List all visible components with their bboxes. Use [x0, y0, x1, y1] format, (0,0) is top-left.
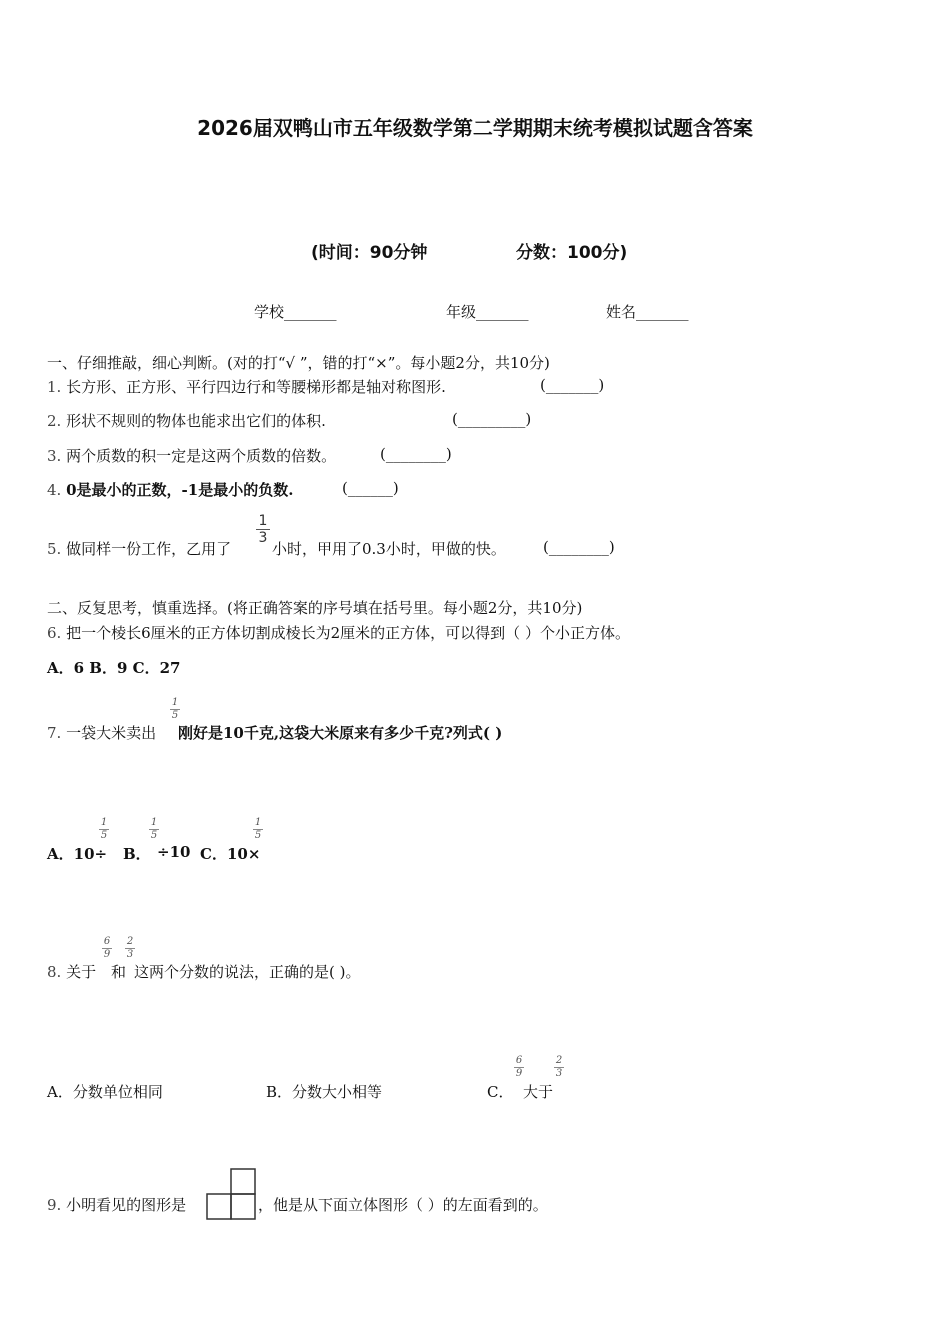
answer-blank-2[interactable]: (_________)	[452, 410, 532, 428]
question-3	[47, 445, 336, 466]
fraction-denominator: 5	[171, 710, 179, 721]
question-text: 形状不规则的物体也能求出它们的体积.	[66, 412, 326, 430]
name-field: 姓名_______	[606, 303, 689, 321]
question-9	[47, 1194, 186, 1215]
fraction-numerator: 1	[150, 817, 158, 828]
fraction-one-fifth	[149, 818, 159, 841]
question-5	[47, 538, 231, 559]
option-a[interactable]: A．分数单位相同	[47, 1083, 163, 1101]
section-2-heading: 二、反复思考，慎重选择。(将正确答案的序号填在括号里。每小题2分，共10分)	[47, 599, 583, 617]
fraction-two-thirds	[125, 937, 135, 960]
question-7-continued: 刚好是10千克,这袋大米原来有多少千克?列式( )	[178, 724, 503, 742]
fraction-denominator: 3	[258, 530, 268, 546]
question-number: 6.	[47, 624, 62, 642]
question-4	[47, 479, 293, 500]
fraction-numerator: 6	[515, 1055, 523, 1066]
question-text-before: 一袋大米卖出	[66, 724, 157, 742]
question-number: 2.	[47, 412, 62, 430]
question-text: 长方形、正方形、平行四边行和等腰梯形都是轴对称图形.	[66, 378, 446, 396]
option-b[interactable]: B．分数大小相等	[266, 1083, 383, 1101]
question-number: 4.	[47, 481, 62, 499]
fraction-denominator: 3	[126, 949, 134, 960]
page-title: 2026届双鸭山市五年级数学第二学期期末统考模拟试题含答案	[197, 116, 753, 140]
question-text-before: 关于	[66, 963, 97, 981]
question-number: 7.	[47, 724, 62, 742]
question-text: 两个质数的积一定是这两个质数的倍数。	[66, 447, 337, 465]
question-8-continued: 这两个分数的说法，正确的是( )。	[134, 963, 361, 981]
question-6-options[interactable]: A．6 B．9 C．27	[47, 659, 181, 677]
answer-blank-3[interactable]: (________)	[380, 445, 452, 463]
fraction-denominator: 9	[515, 1068, 523, 1079]
exam-time: (时间：90分钟	[311, 243, 428, 263]
option-c[interactable]: C．10×	[200, 845, 261, 863]
question-number: 5.	[47, 540, 62, 558]
school-field: 学校_______	[254, 303, 337, 321]
fraction-one-fifth	[170, 698, 180, 721]
answer-blank-4[interactable]: (______)	[342, 479, 399, 497]
question-text: 把一个棱长6厘米的正方体切割成棱长为2厘米的正方体，可以得到（ ）个小正方体。	[66, 624, 630, 642]
fraction-denominator: 5	[100, 830, 108, 841]
question-text: 0是最小的正数，-1是最小的负数.	[66, 481, 294, 499]
fraction-one-fifth	[99, 818, 109, 841]
question-text-before: 小明看见的图形是	[66, 1196, 187, 1214]
exam-score: 分数：100分)	[516, 243, 628, 263]
question-2	[47, 410, 326, 431]
fraction-two-thirds	[554, 1056, 564, 1079]
option-a[interactable]: A．10÷	[47, 845, 108, 863]
fraction-denominator: 5	[254, 830, 262, 841]
question-8-and: 和	[111, 963, 127, 981]
figure-bottom-right-square	[231, 1194, 255, 1219]
question-8	[47, 961, 96, 982]
fraction-denominator: 9	[103, 949, 111, 960]
answer-blank-1[interactable]: (_______)	[540, 376, 605, 394]
question-1	[47, 376, 446, 397]
section-1-heading: 一、仔细推敲，细心判断。(对的打“√ ”，错的打“×”。每小题2分，共10分)	[47, 354, 550, 372]
answer-blank-5[interactable]: (________)	[543, 538, 615, 556]
fraction-numerator: 6	[103, 936, 111, 947]
fraction-numerator: 1	[100, 817, 108, 828]
question-text-before: 做同样一份工作，乙用了	[66, 540, 232, 558]
grade-field: 年级_______	[446, 303, 529, 321]
fraction-numerator: 1	[171, 697, 179, 708]
option-b[interactable]: B．	[123, 845, 151, 863]
question-number: 8.	[47, 963, 62, 981]
fraction-numerator: 2	[126, 936, 134, 947]
question-number: 9.	[47, 1196, 62, 1214]
question-number: 1.	[47, 378, 62, 396]
fraction-one-fifth	[253, 818, 263, 841]
fraction-denominator: 5	[150, 830, 158, 841]
option-b-text: ÷10	[157, 843, 191, 861]
question-number: 3.	[47, 447, 62, 465]
fraction-one-third	[256, 514, 270, 545]
fraction-numerator: 1	[258, 513, 268, 529]
question-5-continued: 小时，甲用了0.3小时，甲做的快。	[272, 540, 506, 558]
option-c[interactable]: C．	[487, 1083, 514, 1101]
figure-top-square	[231, 1169, 255, 1194]
fraction-numerator: 2	[555, 1055, 563, 1066]
figure-bottom-left-square	[207, 1194, 231, 1219]
fraction-six-ninths	[514, 1056, 524, 1079]
fraction-six-ninths	[102, 937, 112, 960]
question-9-continued: ，他是从下面立体图形（ ）的左面看到的。	[258, 1196, 548, 1214]
square-figure-diagram	[205, 1167, 257, 1221]
question-6	[47, 622, 630, 643]
option-c-text: 大于	[523, 1083, 554, 1101]
question-7	[47, 722, 156, 743]
fraction-denominator: 3	[555, 1068, 563, 1079]
fraction-numerator: 1	[254, 817, 262, 828]
